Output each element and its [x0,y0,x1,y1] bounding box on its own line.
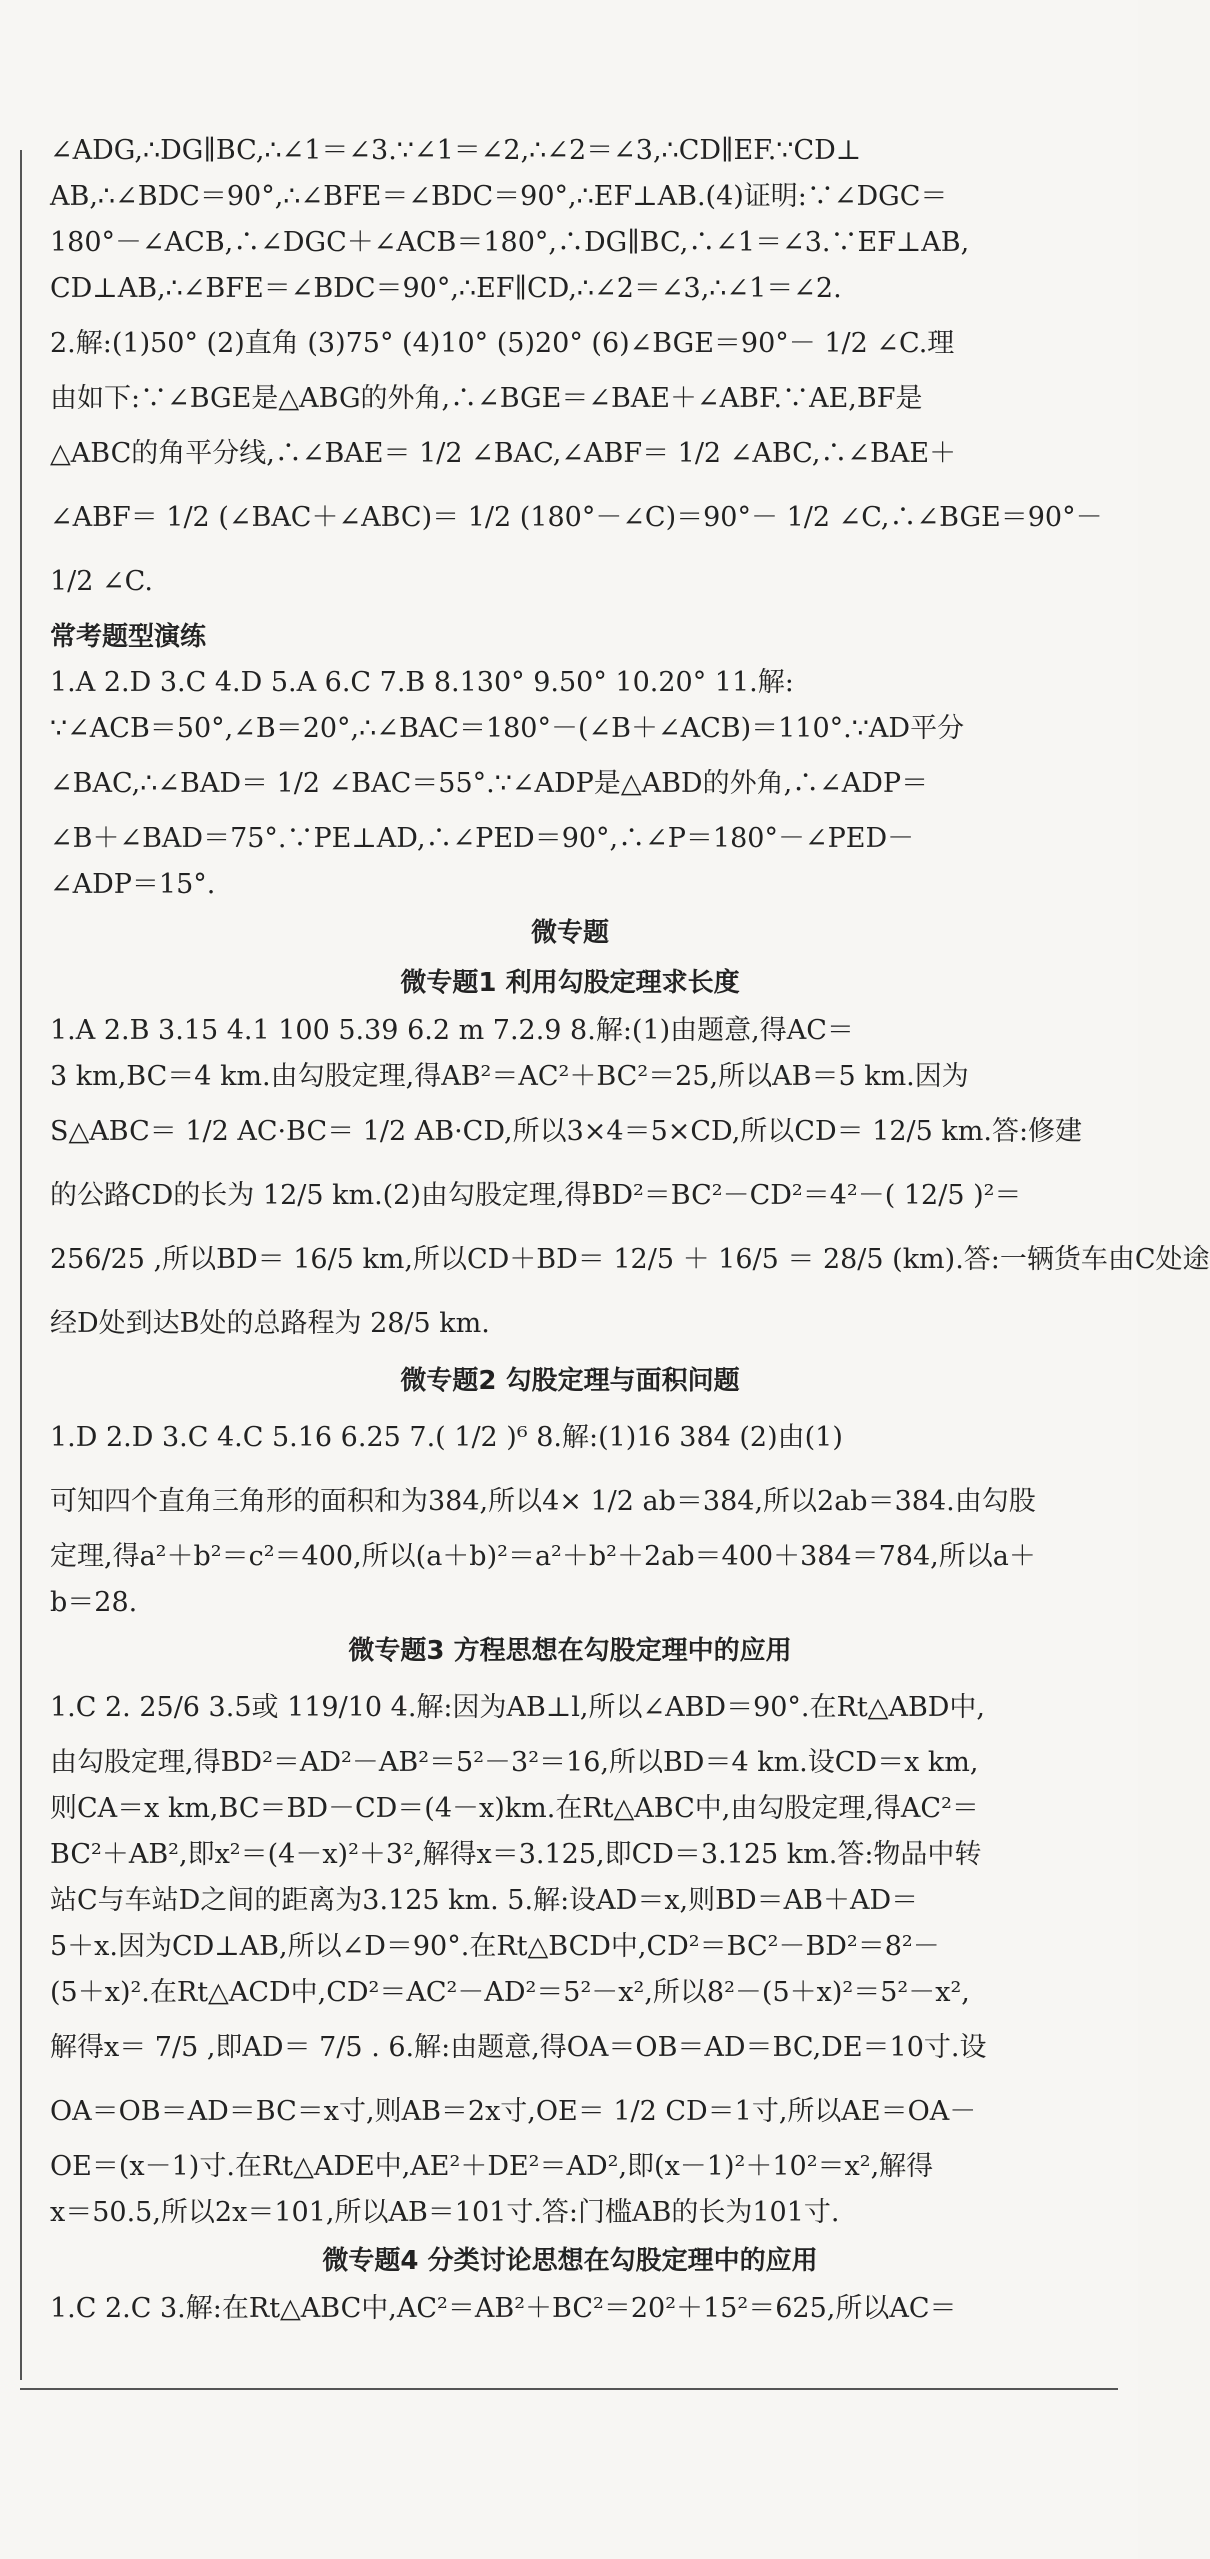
text-line: 180°－∠ACB,∴∠DGC＋∠ACB＝180°,∴DG∥BC,∴∠1＝∠3.∵EF⊥AB, [50,227,970,258]
text-line: 3 km,BC＝4 km.由勾股定理,得AB²＝AC²＋BC²＝25,所以AB＝5 km.因为 [50,1061,969,1092]
left-margin-rule [20,150,22,2380]
text-line: 站C与车站D之间的距离为3.125 km. 5.解:设AD＝x,则BD＝AB＋AD＝ [50,1885,919,1916]
text-line: 1/2 ∠C. [50,566,153,597]
text-line: BC²＋AB²,即x²＝(4－x)²＋3²,解得x＝3.125,即CD＝3.125 km.答:物品中转 [50,1839,982,1870]
bottom-rule [20,2388,1118,2390]
text-line: ∠ADP＝15°. [50,869,216,900]
text-line: 的公路CD的长为 12/5 km.(2)由勾股定理,得BD²＝BC²－CD²＝4²－( 12/5 )²＝ [50,1180,1022,1211]
text-line: 1.D 2.D 3.C 4.C 5.16 6.25 7.( 1/2 )⁶ 8.解:(1)16 384 (2)由(1) [50,1422,843,1453]
section-subtitle: 微专题1 利用勾股定理求长度 [400,968,740,998]
text-line: AB,∴∠BDC＝90°,∴∠BFE＝∠BDC＝90°,∴EF⊥AB.(4)证明:∵∠DGC＝ [50,181,948,212]
text-line: (5＋x)².在Rt△ACD中,CD²＝AC²－AD²＝5²－x²,所以8²－(5＋x)²＝5²－x², [50,1977,970,2008]
text-line: ∠B＋∠BAD＝75°.∵PE⊥AD,∴∠PED＝90°,∴∠P＝180°－∠PED－ [50,823,915,854]
answer-content [50,128,1210,2332]
section-subtitle: 微专题3 方程思想在勾股定理中的应用 [348,1636,792,1666]
text-line: 5＋x.因为CD⊥AB,所以∠D＝90°.在Rt△BCD中,CD²＝BC²－BD²＝8²－ [50,1931,940,1962]
text-line: 则CA＝x km,BC＝BD－CD＝(4－x)km.在Rt△ABC中,由勾股定理,得AC²＝ [50,1793,979,1824]
section-subtitle: 微专题2 勾股定理与面积问题 [400,1366,740,1396]
text-line: 解得x＝ 7/5 ,即AD＝ 7/5 . 6.解:由题意,得OA＝OB＝AD＝BC,DE＝10寸.设 [50,2032,987,2063]
text-line: △ABC的角平分线,∴∠BAE＝ 1/2 ∠BAC,∠ABF＝ 1/2 ∠ABC,∴∠BAE＋ [50,438,957,469]
text-line: ∠ABF＝ 1/2 (∠BAC＋∠ABC)＝ 1/2 (180°－∠C)＝90°－ 1/2 ∠C,∴∠BGE＝90°－ [50,502,1103,533]
section-heading: 常考题型演练 [50,622,207,652]
text-line: 1.C 2. 25/6 3.5或 119/10 4.解:因为AB⊥l,所以∠ABD＝90°.在Rt△ABD中, [50,1692,986,1723]
text-line: 256/25 ,所以BD＝ 16/5 km,所以CD＋BD＝ 12/5 ＋ 16/5 ＝ 28/5 (km).答:一辆货车由C处途 [50,1244,1210,1275]
text-line: 定理,得a²＋b²＝c²＝400,所以(a＋b)²＝a²＋b²＋2ab＝400＋384＝784,所以a＋ [50,1541,1036,1572]
text-line: CD⊥AB,∴∠BFE＝∠BDC＝90°,∴EF∥CD,∴∠2＝∠3,∴∠1＝∠2. [50,273,842,304]
text-line: 由如下:∵∠BGE是△ABG的外角,∴∠BGE＝∠BAE＋∠ABF.∵AE,BF是 [50,383,923,414]
text-line: ∵∠ACB＝50°,∠B＝20°,∴∠BAC＝180°－(∠B＋∠ACB)＝110°.∵AD平分 [50,713,965,744]
text-line: 2.解:(1)50° (2)直角 (3)75° (4)10° (5)20° (6)∠BGE＝90°－ 1/2 ∠C.理 [50,328,955,359]
text-line: S△ABC＝ 1/2 AC·BC＝ 1/2 AB·CD,所以3×4＝5×CD,所以CD＝ 12/5 km.答:修建 [50,1116,1083,1147]
text-line: x＝50.5,所以2x＝101,所以AB＝101寸.答:门槛AB的长为101寸. [50,2197,840,2228]
text-line: OE＝(x－1)寸.在Rt△ADE中,AE²＋DE²＝AD²,即(x－1)²＋10²＝x²,解得 [50,2151,934,2182]
text-line: ∠ADG,∴DG∥BC,∴∠1＝∠3.∵∠1＝∠2,∴∠2＝∠3,∴CD∥EF.∵CD⊥ [50,135,862,166]
text-line: 1.C 2.C 3.解:在Rt△ABC中,AC²＝AB²＋BC²＝20²＋15²＝625,所以AC＝ [50,2293,957,2324]
text-line: ∠BAC,∴∠BAD＝ 1/2 ∠BAC＝55°.∵∠ADP是△ABD的外角,∴∠ADP＝ [50,768,929,799]
text-line: 可知四个直角三角形的面积和为384,所以4× 1/2 ab＝384,所以2ab＝384.由勾股 [50,1486,1036,1517]
text-line: 经D处到达B处的总路程为 28/5 km. [50,1308,490,1339]
text-line: 1.A 2.D 3.C 4.D 5.A 6.C 7.B 8.130° 9.50° 10.20° 11.解: [50,667,794,698]
section-title: 微专题 [530,918,609,948]
text-line: OA＝OB＝AD＝BC＝x寸,则AB＝2x寸,OE＝ 1/2 CD＝1寸,所以AE＝OA－ [50,2096,977,2127]
text-line: 1.A 2.B 3.15 4.1 100 5.39 6.2 m 7.2.9 8.解:(1)由题意,得AC＝ [50,1015,854,1046]
text-line: 由勾股定理,得BD²＝AD²－AB²＝5²－3²＝16,所以BD＝4 km.设CD＝x km, [50,1747,979,1778]
section-subtitle: 微专题4 分类讨论思想在勾股定理中的应用 [322,2246,818,2276]
text-line: b＝28. [50,1587,138,1618]
